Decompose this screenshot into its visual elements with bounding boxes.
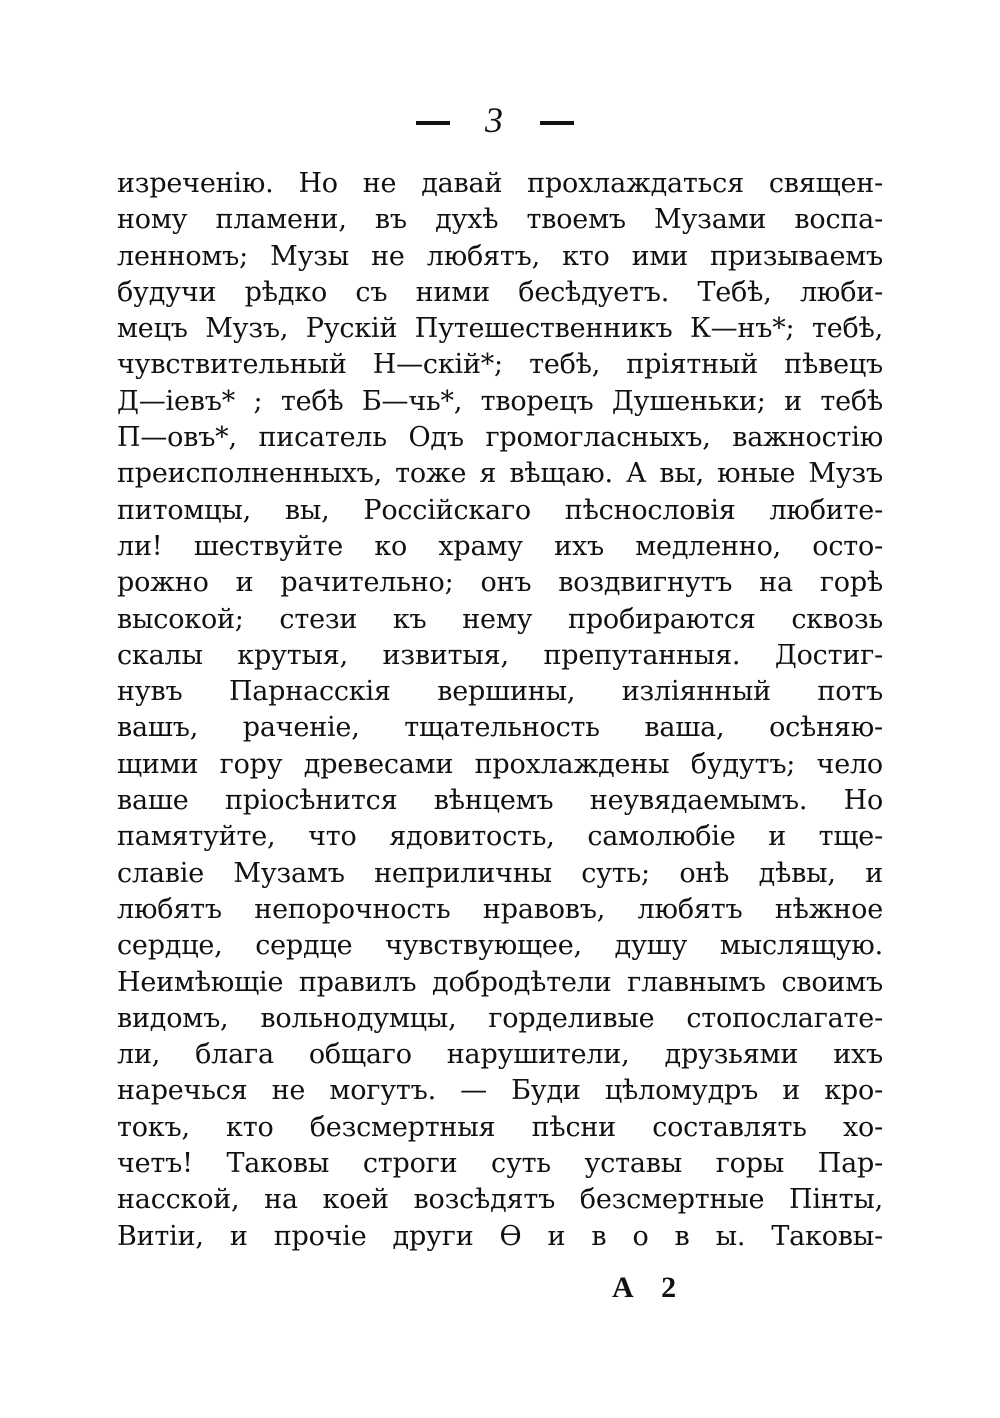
- text-line: изреченію. Но не давай прохлаждаться священ-: [117, 168, 883, 199]
- text-line: четъ! Таковы строги суть уставы горы Пар-: [117, 1148, 883, 1180]
- text-line: славіе Музамъ неприличны суть; онѣ дѣвы, и: [117, 857, 883, 889]
- text-line: токъ, кто безсмертныя пѣсни составлять хо-: [117, 1111, 883, 1143]
- text-line: сердце, сердце чувствующее, душу мыслящую.: [117, 930, 883, 962]
- text-line: питомцы, вы, Россійскаго пѣснословія любите-: [117, 494, 883, 526]
- left-rule: [416, 121, 450, 125]
- text-line: щими гору древесами прохлаждены будутъ; чело: [117, 748, 883, 780]
- page-header: [0, 100, 990, 141]
- text-line: преисполненныхъ, тоже я вѣщаю. А вы, юные Музъ: [117, 458, 883, 490]
- text-line: рожно и рачительно; онъ воздвигнутъ на горѣ: [117, 567, 883, 599]
- text-line: Витіи, и прочіе други Ѳ и в о в ы. Таковы-: [117, 1220, 883, 1252]
- text-line: будучи рѣдко съ ними бесѣдуетъ. Тебѣ, люби-: [117, 276, 883, 308]
- text-line: нувъ Парнасскія вершины, изліянный потъ: [117, 676, 883, 708]
- text-line: видомъ, вольнодумцы, горделивые стопослагате-: [117, 1002, 883, 1034]
- text-line: ному пламени, въ духѣ твоемъ Музами воспа-: [117, 204, 883, 236]
- text-line: ли! шествуйте ко храму ихъ медленно, осто-: [117, 530, 883, 562]
- text-line: насской, на коей возсѣдятъ безсмертные Пінты,: [117, 1184, 883, 1216]
- text-line: любятъ непорочность нравовъ, любятъ нѣжное: [117, 893, 883, 925]
- text-line: ваше пріосѣнится вѣнцемъ неувядаемымъ. Но: [117, 785, 883, 817]
- text-line: памятуйте, что ядовитость, самолюбіе и тще-: [117, 821, 883, 853]
- text-line: Неимѣющіе правилъ добродѣтели главнымъ своимъ: [117, 966, 883, 998]
- signature-mark: А 2: [612, 1271, 677, 1304]
- page-number: 3: [485, 100, 505, 140]
- text-line: скалы крутыя, извитыя, препутанныя. Достиг-: [117, 639, 883, 671]
- text-line: ли, блага общаго нарушители, друзьями ихъ: [117, 1039, 883, 1071]
- right-rule: [540, 121, 574, 125]
- text-line: высокой; стези къ нему пробираются сквозь: [117, 603, 883, 635]
- text-line: Д—іевъ* ; тебѣ Б—чь*, творецъ Душеньки; и тебѣ: [117, 385, 883, 417]
- text-line: вашъ, раченіе, тщательность ваша, осѣняю-: [117, 712, 883, 744]
- text-line: чувствительный Н—скій*; тебѣ, пріятный пѣвецъ: [117, 349, 883, 381]
- text-line: наречься не могутъ. — Буди цѣломудръ и кро-: [117, 1075, 883, 1107]
- text-line: мецъ Музъ, Рускій Путешественникъ К—нъ*; тебѣ,: [117, 313, 883, 345]
- body-text: [117, 166, 883, 1255]
- text-line: П—овъ*, писатель Одъ громогласныхъ, важностію: [117, 422, 883, 454]
- text-line: ленномъ; Музы не любятъ, кто ими призываемъ: [117, 240, 883, 272]
